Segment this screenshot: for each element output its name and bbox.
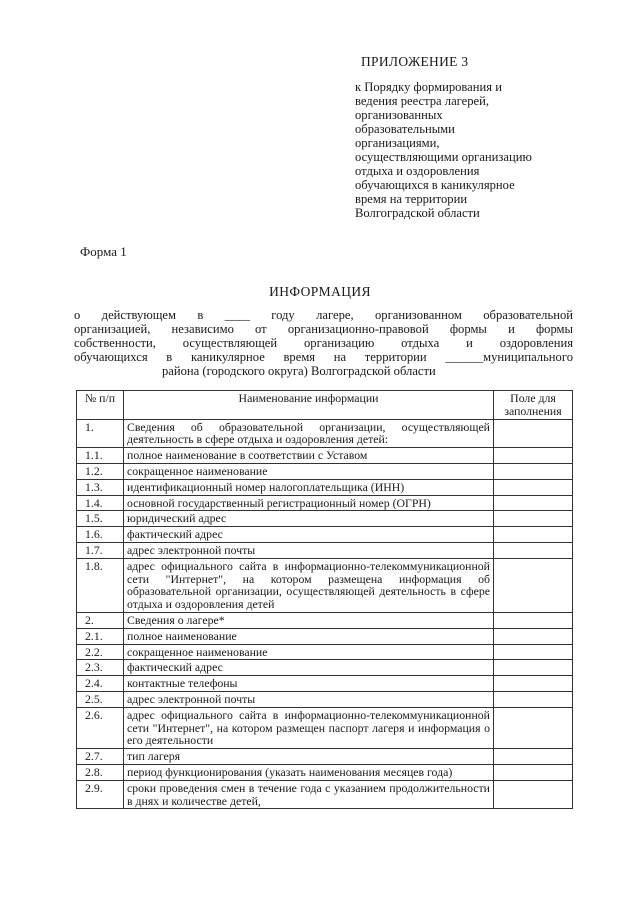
row-number: 1.7. bbox=[77, 542, 124, 558]
row-name: контактные телефоны bbox=[124, 676, 494, 692]
row-number: 2.4. bbox=[77, 676, 124, 692]
table-row bbox=[77, 660, 573, 676]
form-label: Форма 1 bbox=[80, 244, 127, 259]
row-name: юридический адрес bbox=[124, 511, 494, 527]
appendix-line: к Порядку формирования и bbox=[355, 80, 502, 94]
row-fill-field[interactable] bbox=[494, 628, 573, 644]
table-row bbox=[77, 558, 573, 612]
table-row bbox=[77, 676, 573, 692]
row-name: период функционирования (указать наименования месяцев года) bbox=[124, 764, 494, 780]
row-fill-field[interactable] bbox=[494, 419, 573, 448]
row-number: 2.7. bbox=[77, 749, 124, 765]
appendix-title: ПРИЛОЖЕНИЕ 3 bbox=[361, 54, 469, 69]
row-fill-field[interactable] bbox=[494, 479, 573, 495]
row-number: 2.9. bbox=[77, 780, 124, 809]
appendix-block bbox=[355, 54, 595, 220]
row-number: 2.1. bbox=[77, 628, 124, 644]
table-row bbox=[77, 612, 573, 628]
header-num: № п/п bbox=[77, 391, 124, 420]
header-name: Наименование информации bbox=[124, 391, 494, 420]
intro-line: о действующем в ____ году лагере, организованном образовательной bbox=[74, 308, 573, 322]
table-row bbox=[77, 749, 573, 765]
row-name: идентификационный номер налогоплательщика (ИНН) bbox=[124, 479, 494, 495]
row-number: 1.6. bbox=[77, 527, 124, 543]
appendix-line: отдыха и оздоровления bbox=[355, 164, 480, 178]
appendix-line: Волгоградской области bbox=[355, 206, 480, 220]
table-body bbox=[77, 419, 573, 809]
table-row bbox=[77, 707, 573, 748]
row-fill-field[interactable] bbox=[494, 691, 573, 707]
row-number: 1.5. bbox=[77, 511, 124, 527]
row-name: тип лагеря bbox=[124, 749, 494, 765]
row-number: 1.8. bbox=[77, 558, 124, 612]
row-fill-field[interactable] bbox=[494, 707, 573, 748]
intro-line: района (городского округа) Волгоградской области bbox=[162, 364, 436, 378]
row-name: фактический адрес bbox=[124, 527, 494, 543]
row-number: 1.1. bbox=[77, 448, 124, 464]
row-number: 2.2. bbox=[77, 644, 124, 660]
table-row bbox=[77, 691, 573, 707]
appendix-line: организациями, bbox=[355, 136, 440, 150]
row-fill-field[interactable] bbox=[494, 660, 573, 676]
row-name: полное наименование в соответствии с Уставом bbox=[124, 448, 494, 464]
row-fill-field[interactable] bbox=[494, 463, 573, 479]
row-fill-field[interactable] bbox=[494, 676, 573, 692]
header-fill: Поле для заполнения bbox=[494, 391, 573, 420]
appendix-line: ведения реестра лагерей, bbox=[355, 94, 490, 108]
row-number: 1. bbox=[77, 419, 124, 448]
row-name: полное наименование bbox=[124, 628, 494, 644]
table-row bbox=[77, 419, 573, 448]
table-row bbox=[77, 511, 573, 527]
row-fill-field[interactable] bbox=[494, 542, 573, 558]
row-fill-field[interactable] bbox=[494, 644, 573, 660]
row-name: адрес официального сайта в информационно-телекоммуникационной сети "Интернет", на котором размещен паспорт лагеря и информация о его деятельности bbox=[124, 707, 494, 748]
appendix-line: осуществляющими организацию bbox=[355, 150, 532, 164]
row-fill-field[interactable] bbox=[494, 511, 573, 527]
intro-line: собственности, осуществляющей организацию отдыха и оздоровления bbox=[74, 336, 573, 350]
row-number: 2. bbox=[77, 612, 124, 628]
table-row bbox=[77, 463, 573, 479]
document-title: ИНФОРМАЦИЯ bbox=[269, 284, 371, 299]
appendix-line: время на территории bbox=[355, 192, 468, 206]
row-name: сокращенное наименование bbox=[124, 644, 494, 660]
appendix-line: организованных bbox=[355, 108, 443, 122]
table-row bbox=[77, 448, 573, 464]
information-table bbox=[76, 390, 573, 809]
row-name: адрес электронной почты bbox=[124, 691, 494, 707]
table-row bbox=[77, 628, 573, 644]
intro-line: организацией, независимо от организационно-правовой формы и формы bbox=[74, 322, 573, 336]
row-number: 2.6. bbox=[77, 707, 124, 748]
table-row bbox=[77, 542, 573, 558]
row-number: 2.8. bbox=[77, 764, 124, 780]
row-fill-field[interactable] bbox=[494, 495, 573, 511]
table-row bbox=[77, 495, 573, 511]
row-name: адрес электронной почты bbox=[124, 542, 494, 558]
row-name: Сведения о лагере* bbox=[124, 612, 494, 628]
row-fill-field[interactable] bbox=[494, 527, 573, 543]
row-name: фактический адрес bbox=[124, 660, 494, 676]
row-name: Сведения об образовательной организации, осуществляющей деятельность в сфере отдыха и оздоровления детей: bbox=[124, 419, 494, 448]
table-header-row bbox=[77, 391, 573, 420]
table-row bbox=[77, 780, 573, 809]
row-number: 1.4. bbox=[77, 495, 124, 511]
row-name: сроки проведения смен в течение года с указанием продолжительности в днях и количестве детей, bbox=[124, 780, 494, 809]
row-fill-field[interactable] bbox=[494, 448, 573, 464]
table-row bbox=[77, 527, 573, 543]
row-name: основной государственный регистрационный номер (ОГРН) bbox=[124, 495, 494, 511]
row-fill-field[interactable] bbox=[494, 558, 573, 612]
row-number: 1.2. bbox=[77, 463, 124, 479]
row-fill-field[interactable] bbox=[494, 764, 573, 780]
table-row bbox=[77, 644, 573, 660]
intro-line: обучающихся в каникулярное время на территории ______муниципального bbox=[74, 350, 573, 364]
intro-paragraph bbox=[74, 308, 573, 378]
row-number: 2.3. bbox=[77, 660, 124, 676]
row-number: 2.5. bbox=[77, 691, 124, 707]
row-fill-field[interactable] bbox=[494, 780, 573, 809]
table-row bbox=[77, 764, 573, 780]
row-name: адрес официального сайта в информационно-телекоммуникационной сети "Интернет", на котором размещена информация об образовательной организации, осуществляющей деятельность в сфере отдыха и оздоровления детей bbox=[124, 558, 494, 612]
table-row bbox=[77, 479, 573, 495]
appendix-line: образовательными bbox=[355, 122, 455, 136]
appendix-line: обучающихся в каникулярное bbox=[355, 178, 515, 192]
row-number: 1.3. bbox=[77, 479, 124, 495]
row-fill-field[interactable] bbox=[494, 612, 573, 628]
row-fill-field[interactable] bbox=[494, 749, 573, 765]
row-name: сокращенное наименование bbox=[124, 463, 494, 479]
